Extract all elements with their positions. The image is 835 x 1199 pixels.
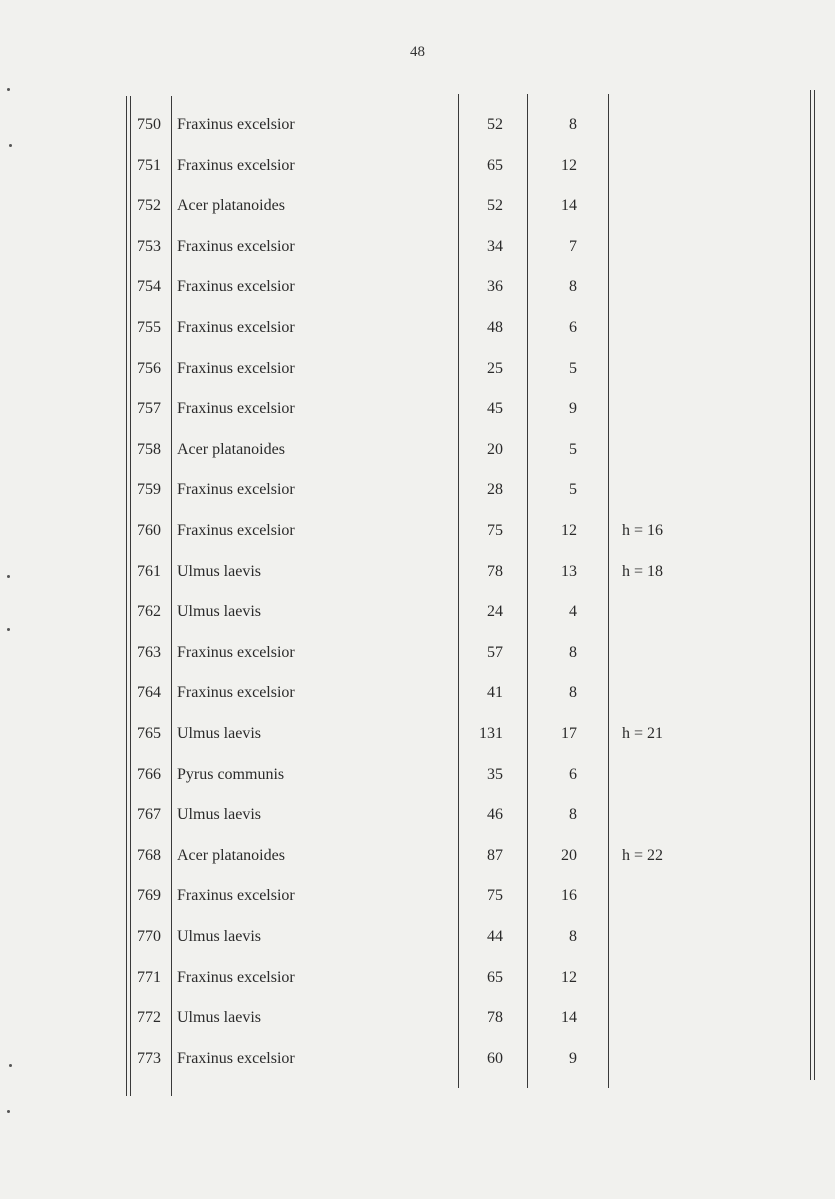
height-note: h = 18 (622, 563, 664, 580)
tree-number: 752 (137, 197, 161, 214)
measurement-1: 75 (487, 887, 503, 904)
species-name: Ulmus laevis (177, 928, 261, 945)
measurement-1: 34 (487, 238, 503, 255)
scan-speck (7, 88, 10, 91)
measurement-2: 5 (569, 441, 577, 458)
measurement-1: 28 (487, 481, 503, 498)
table-row (0, 603, 835, 633)
measurement-2: 16 (561, 887, 577, 904)
measurement-1: 36 (487, 278, 503, 295)
measurement-2: 6 (569, 766, 577, 783)
measurement-1: 65 (487, 157, 503, 174)
scan-speck (9, 1064, 12, 1067)
species-name: Ulmus laevis (177, 603, 261, 620)
table-row (0, 847, 835, 877)
species-name: Fraxinus excelsior (177, 1050, 295, 1067)
tree-number: 765 (137, 725, 161, 742)
species-name: Fraxinus excelsior (177, 644, 295, 661)
measurement-2: 12 (561, 157, 577, 174)
table-row (0, 522, 835, 552)
measurement-1: 60 (487, 1050, 503, 1067)
measurement-2: 5 (569, 481, 577, 498)
measurement-1: 57 (487, 644, 503, 661)
species-name: Fraxinus excelsior (177, 116, 295, 133)
table-row (0, 969, 835, 999)
species-name: Ulmus laevis (177, 1009, 261, 1026)
tree-number: 762 (137, 603, 161, 620)
tree-number: 754 (137, 278, 161, 295)
table-row (0, 928, 835, 958)
table-row (0, 319, 835, 349)
table-row (0, 400, 835, 430)
measurement-1: 78 (487, 1009, 503, 1026)
page-number: 48 (410, 44, 425, 60)
table-row (0, 806, 835, 836)
measurement-2: 8 (569, 644, 577, 661)
measurement-2: 8 (569, 806, 577, 823)
measurement-2: 13 (561, 563, 577, 580)
tree-number: 751 (137, 157, 161, 174)
species-name: Ulmus laevis (177, 725, 261, 742)
species-name: Fraxinus excelsior (177, 238, 295, 255)
measurement-1: 46 (487, 806, 503, 823)
table-row (0, 157, 835, 187)
tree-number: 753 (137, 238, 161, 255)
tree-number: 761 (137, 563, 161, 580)
tree-number: 771 (137, 969, 161, 986)
species-name: Ulmus laevis (177, 563, 261, 580)
tree-number: 756 (137, 360, 161, 377)
measurement-2: 12 (561, 522, 577, 539)
tree-number: 757 (137, 400, 161, 417)
measurement-1: 75 (487, 522, 503, 539)
table-row (0, 238, 835, 268)
height-note: h = 22 (622, 847, 664, 864)
species-name: Fraxinus excelsior (177, 887, 295, 904)
species-name: Fraxinus excelsior (177, 481, 295, 498)
measurement-2: 8 (569, 116, 577, 133)
tree-number: 772 (137, 1009, 161, 1026)
tree-number: 766 (137, 766, 161, 783)
tree-number: 763 (137, 644, 161, 661)
species-name: Fraxinus excelsior (177, 278, 295, 295)
scan-speck (7, 575, 10, 578)
measurement-1: 48 (487, 319, 503, 336)
species-name: Fraxinus excelsior (177, 360, 295, 377)
species-name: Pyrus communis (177, 766, 285, 783)
table-row (0, 1009, 835, 1039)
tree-number: 750 (137, 116, 161, 133)
tree-number: 770 (137, 928, 161, 945)
tree-number: 764 (137, 684, 161, 701)
measurement-2: 14 (561, 197, 577, 214)
table-row (0, 441, 835, 471)
measurement-1: 131 (479, 725, 503, 742)
measurement-2: 8 (569, 928, 577, 945)
measurement-2: 6 (569, 319, 577, 336)
species-name: Fraxinus excelsior (177, 969, 295, 986)
table-row (0, 116, 835, 146)
measurement-2: 17 (561, 725, 577, 742)
species-name: Fraxinus excelsior (177, 157, 295, 174)
measurement-1: 65 (487, 969, 503, 986)
species-name: Fraxinus excelsior (177, 522, 295, 539)
measurement-1: 24 (487, 603, 503, 620)
measurement-1: 52 (487, 197, 503, 214)
table-row (0, 278, 835, 308)
scan-speck (9, 144, 12, 147)
measurement-1: 87 (487, 847, 503, 864)
species-name: Ulmus laevis (177, 806, 261, 823)
tree-number: 768 (137, 847, 161, 864)
table-row (0, 684, 835, 714)
measurement-2: 4 (569, 603, 577, 620)
measurement-1: 41 (487, 684, 503, 701)
tree-number: 773 (137, 1050, 161, 1067)
tree-number: 769 (137, 887, 161, 904)
table-row (0, 360, 835, 390)
measurement-1: 25 (487, 360, 503, 377)
measurement-1: 35 (487, 766, 503, 783)
height-note: h = 21 (622, 725, 664, 742)
table-row (0, 766, 835, 796)
tree-number: 755 (137, 319, 161, 336)
measurement-2: 7 (569, 238, 577, 255)
measurement-1: 78 (487, 563, 503, 580)
measurement-2: 14 (561, 1009, 577, 1026)
height-note: h = 16 (622, 522, 664, 539)
table-row (0, 481, 835, 511)
scan-speck (7, 1110, 10, 1113)
measurement-1: 44 (487, 928, 503, 945)
tree-number: 759 (137, 481, 161, 498)
species-name: Acer platanoides (177, 847, 285, 864)
measurement-1: 52 (487, 116, 503, 133)
measurement-2: 9 (569, 1050, 577, 1067)
tree-number: 767 (137, 806, 161, 823)
measurement-2: 20 (561, 847, 577, 864)
tree-number: 760 (137, 522, 161, 539)
measurement-2: 8 (569, 278, 577, 295)
table-row (0, 887, 835, 917)
table-row (0, 563, 835, 593)
measurement-2: 8 (569, 684, 577, 701)
measurement-2: 12 (561, 969, 577, 986)
species-name: Acer platanoides (177, 441, 285, 458)
scan-speck (7, 628, 10, 631)
table-row (0, 1050, 835, 1080)
measurement-1: 45 (487, 400, 503, 417)
species-name: Acer platanoides (177, 197, 285, 214)
tree-number: 758 (137, 441, 161, 458)
measurement-2: 5 (569, 360, 577, 377)
species-name: Fraxinus excelsior (177, 400, 295, 417)
measurement-2: 9 (569, 400, 577, 417)
table-row (0, 644, 835, 674)
table-row (0, 197, 835, 227)
measurement-1: 20 (487, 441, 503, 458)
species-name: Fraxinus excelsior (177, 684, 295, 701)
species-name: Fraxinus excelsior (177, 319, 295, 336)
table-row (0, 725, 835, 755)
